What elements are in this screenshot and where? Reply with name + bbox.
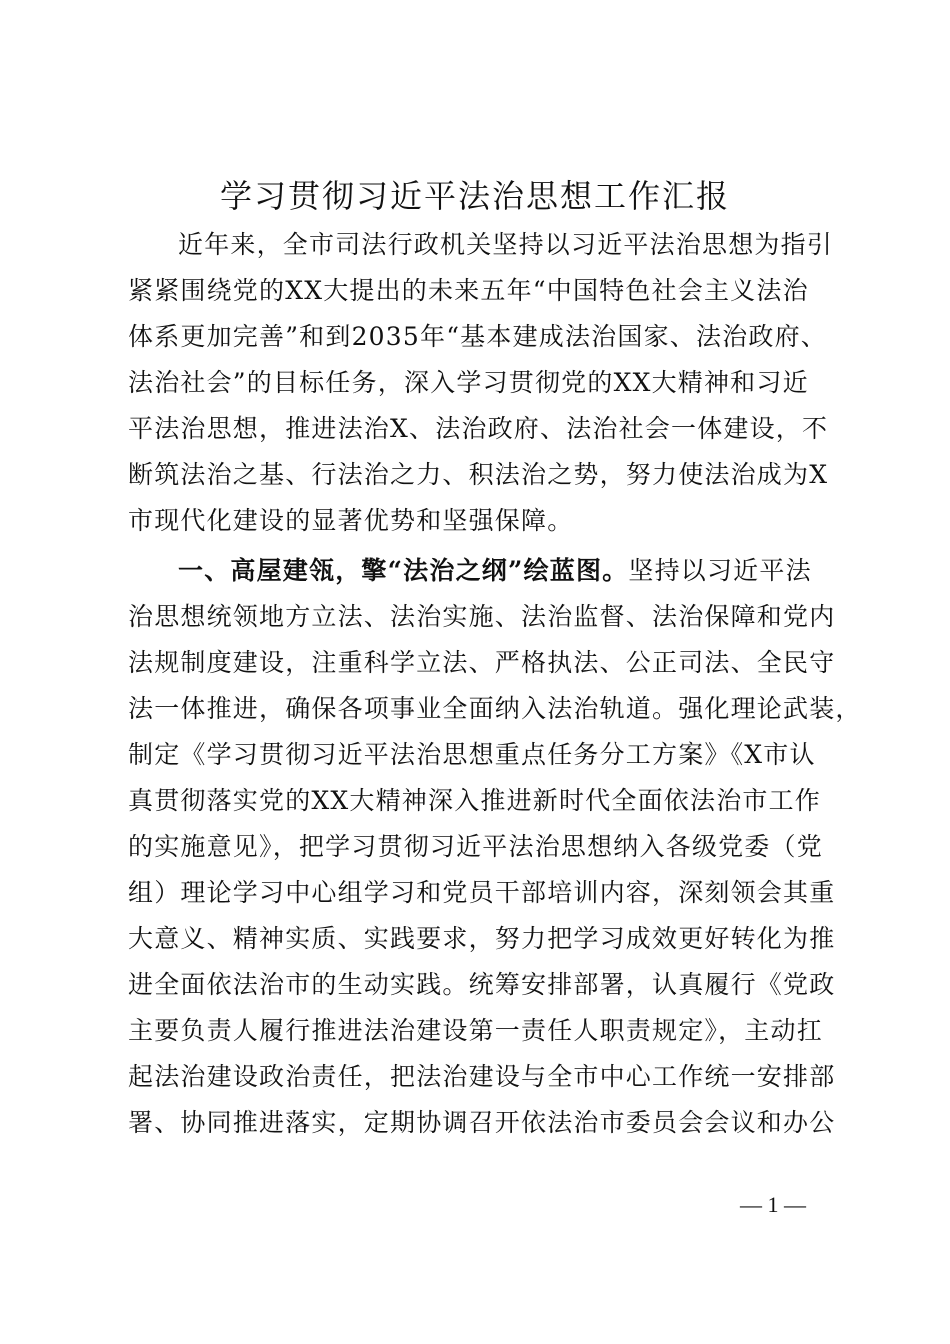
paragraph-1-line-1: 近年来，全市司法行政机关坚持以习近平法治思想为指引: [178, 230, 834, 259]
paragraph-2-line-6: 真贯彻落实党的XX大精神深入推进新时代全面依法治市工作: [128, 786, 821, 815]
paragraph-2-line-13: 署、协同推进落实，定期协调召开依法治市委员会会议和办公: [128, 1108, 836, 1137]
paragraph-1-line-5: 平法治思想，推进法治X、法治政府、法治社会一体建设，不: [128, 414, 829, 443]
paragraph-2-line-4: 法一体推进，确保各项事业全面纳入法治轨道。强化理论武装，: [128, 694, 862, 723]
section-heading-1: 一、高屋建瓴，擎“法治之纲”绘蓝图。: [178, 556, 629, 585]
paragraph-2-line-12: 起法治建设政治责任，把法治建设与全市中心工作统一安排部: [128, 1062, 836, 1091]
paragraph-1-line-7: 市现代化建设的显著优势和坚强保障。: [128, 506, 574, 535]
document-title: 学习贯彻习近平法治思想工作汇报: [219, 177, 730, 215]
paragraph-1-line-3: 体系更加完善”和到2035年“基本建成法治国家、法治政府、: [128, 322, 827, 351]
paragraph-2-line-8: 组）理论学习中心组学习和党员干部培训内容，深刻领会其重: [128, 878, 836, 907]
paragraph-2-line-9: 大意义、精神实质、实践要求，努力把学习成效更好转化为推: [128, 924, 836, 953]
paragraph-2-line-1: [178, 548, 828, 594]
paragraph-2-line-5: 制定《学习贯彻习近平法治思想重点任务分工方案》《X市认: [128, 740, 816, 769]
paragraph-2-line-7: 的实施意见》，把学习贯彻习近平法治思想纳入各级党委（党: [128, 832, 823, 861]
paragraph-1-line-2: 紧紧围绕党的XX大提出的未来五年“中国特色社会主义法治: [128, 276, 809, 305]
paragraph-2-line-3: 法规制度建设，注重科学立法、严格执法、公正司法、全民守: [128, 648, 836, 677]
page-number: — 1 —: [740, 1192, 806, 1217]
paragraph-2-line-11: 主要负责人履行推进法治建设第一责任人职责规定》，主动扛: [128, 1016, 823, 1045]
paragraph-1-line-6: 断筑法治之基、行法治之力、积法治之势，努力使法治成为X: [128, 460, 829, 489]
paragraph-2-line-1-text: 坚持以习近平法: [628, 556, 812, 585]
paragraph-2-line-10: 进全面依法治市的生动实践。统筹安排部署，认真履行《党政: [128, 970, 836, 999]
paragraph-2-line-2: 治思想统领地方立法、法治实施、法治监督、法治保障和党内: [128, 602, 836, 631]
paragraph-1-line-4: 法治社会”的目标任务，深入学习贯彻党的XX大精神和习近: [128, 368, 809, 397]
